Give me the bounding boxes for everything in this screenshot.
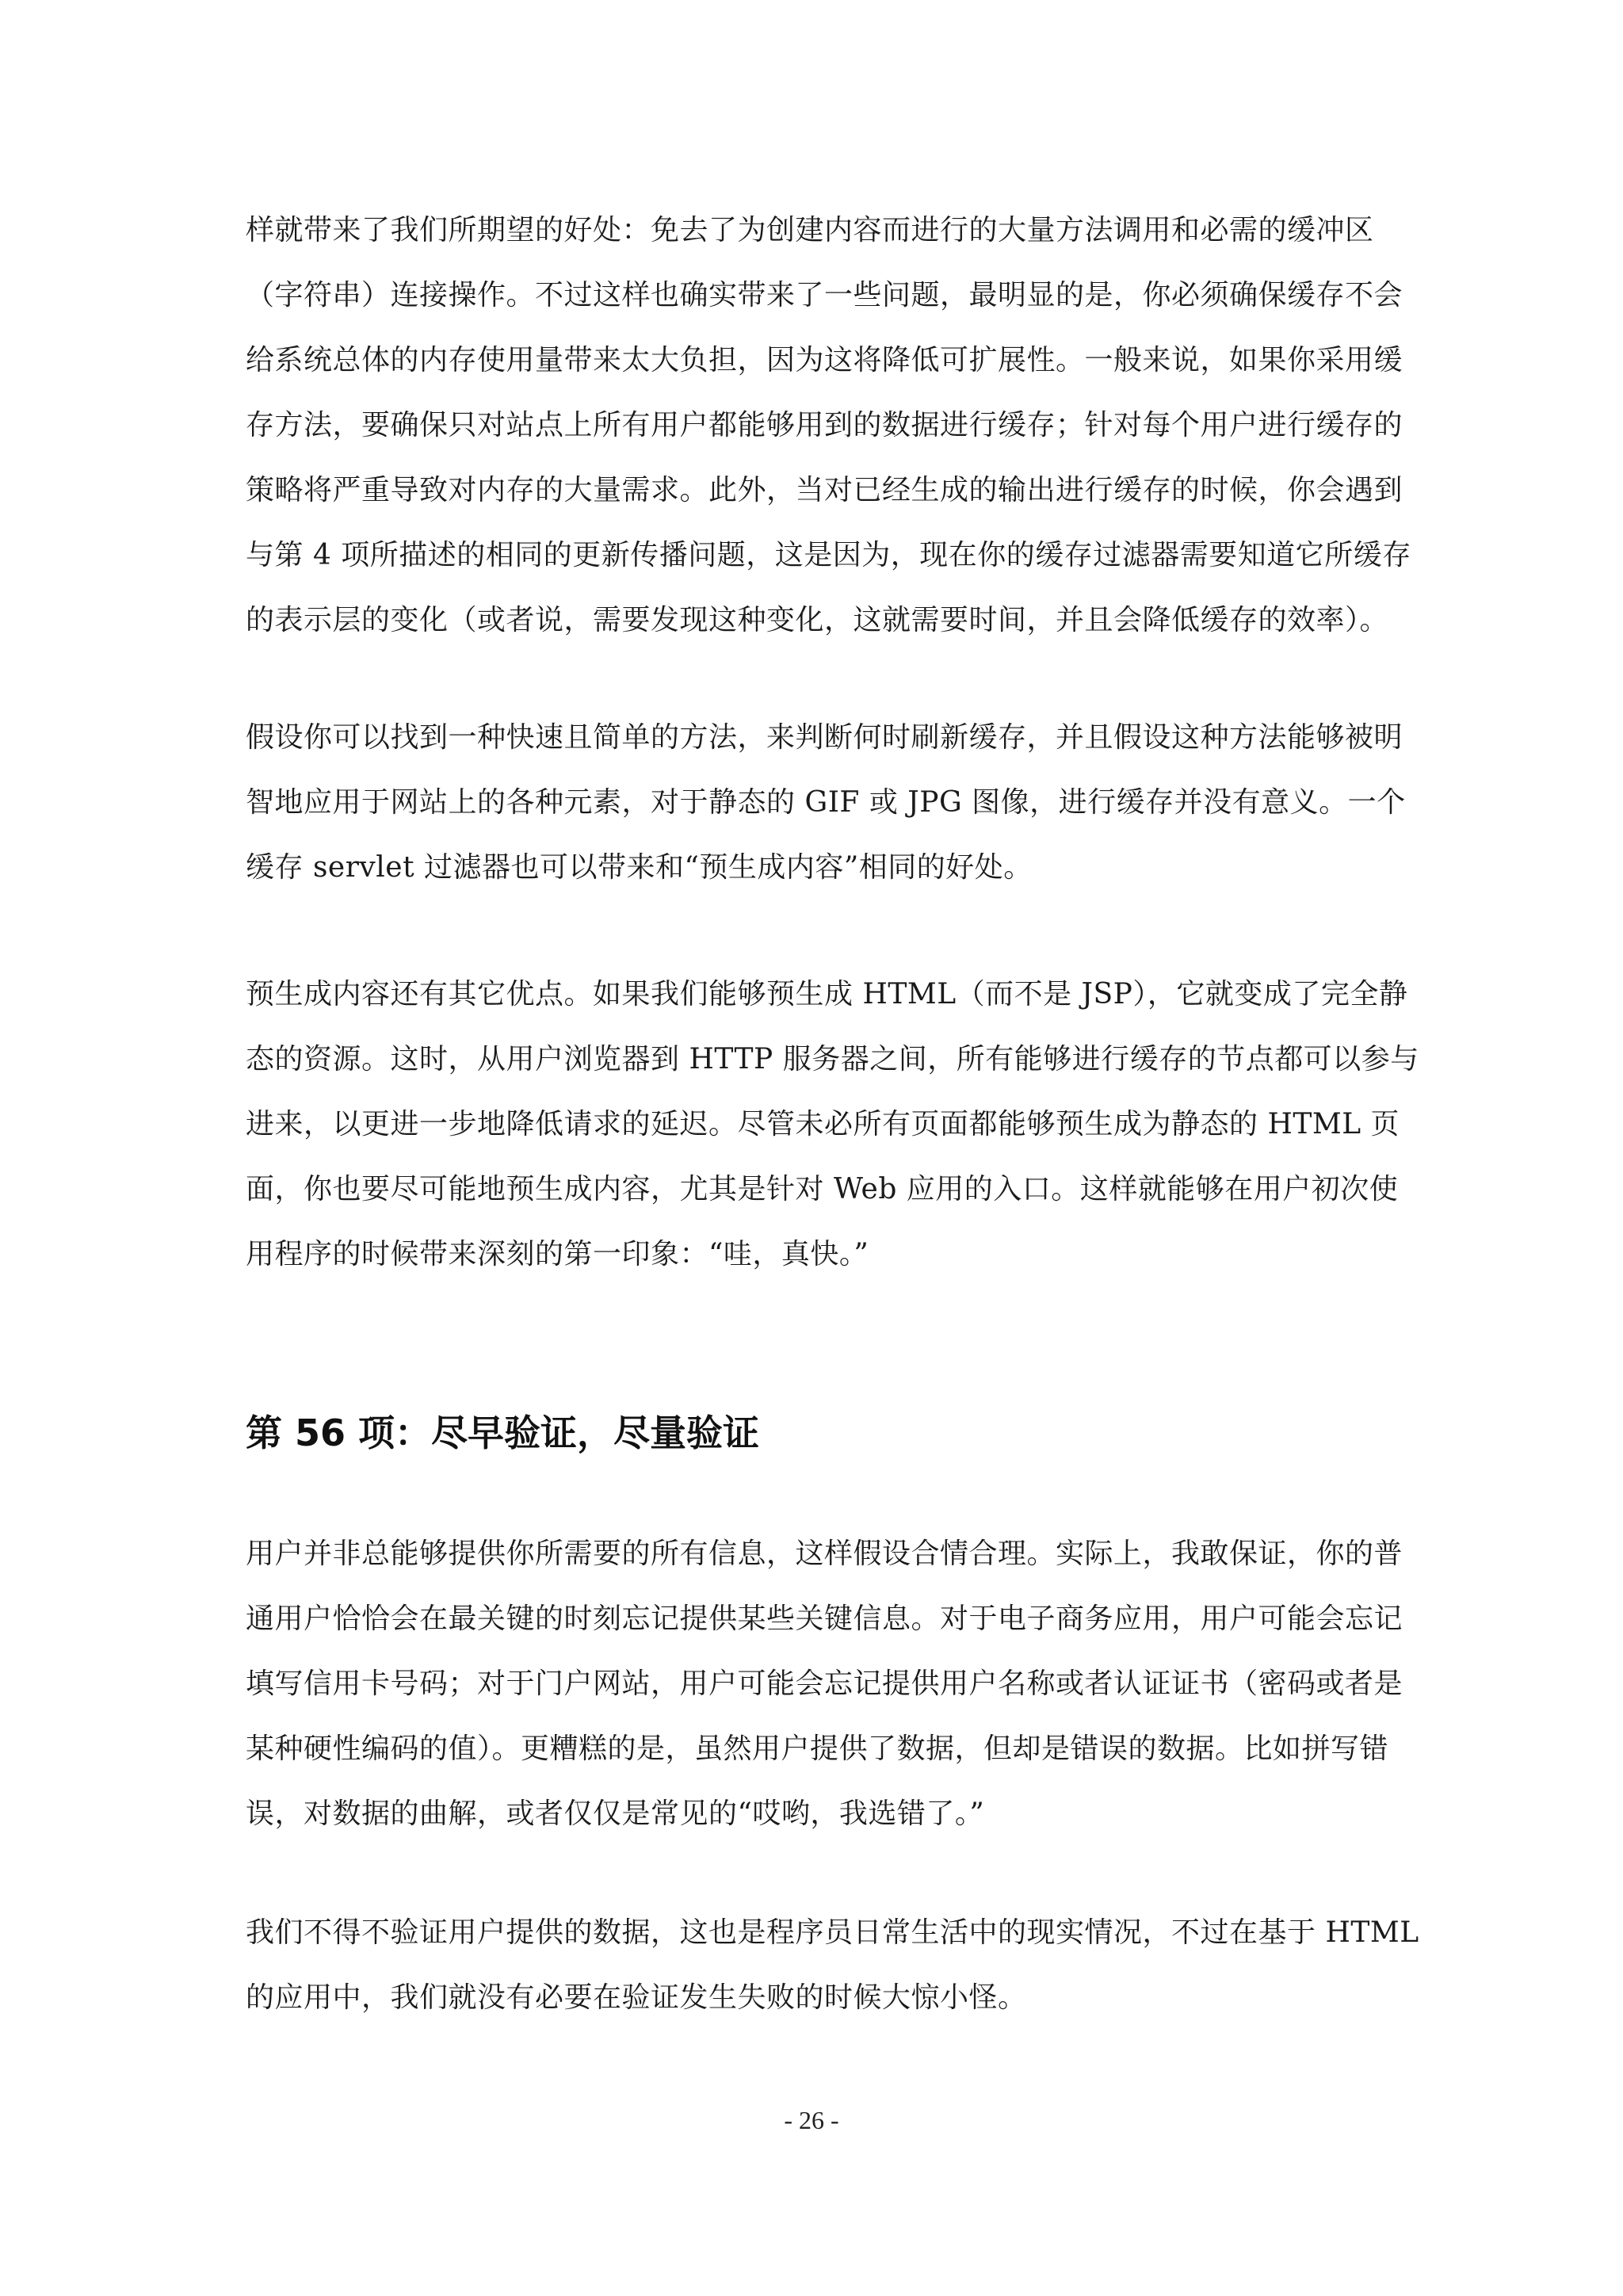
text-line: 预生成内容还有其它优点。如果我们能够预生成 HTML（而不是 JSP），它就变成了完全静 <box>246 978 1408 1010</box>
text-line: 误，对数据的曲解，或者仅仅是常见的“哎哟，我选错了。” <box>246 1797 985 1830</box>
text-line: 态的资源。这时，从用户浏览器到 HTTP 服务器之间，所有能够进行缓存的节点都可以参与 <box>246 1043 1419 1075</box>
text-line: 样就带来了我们所期望的好处：免去了为创建内容而进行的大量方法调用和必需的缓冲区 <box>246 214 1374 246</box>
text-line: 面，你也要尽可能地预生成内容，尤其是针对 Web 应用的入口。这样就能够在用户初次使 <box>246 1173 1399 1205</box>
text-line: 用户并非总能够提供你所需要的所有信息，这样假设合情合理。实际上，我敢保证，你的普 <box>246 1538 1403 1570</box>
text-line: 某种硬性编码的值）。更糟糕的是，虽然用户提供了数据，但却是错误的数据。比如拼写错 <box>246 1733 1389 1765</box>
text-line: 与第 4 项所描述的相同的更新传播问题，这是因为，现在你的缓存过滤器需要知道它所缓存 <box>246 539 1411 571</box>
text-line: 智地应用于网站上的各种元素，对于静态的 GIF 或 JPG 图像，进行缓存并没有意义。一个 <box>246 786 1406 819</box>
text-line: 进来，以更进一步地降低请求的延迟。尽管未必所有页面都能够预生成为静态的 HTML 页 <box>246 1108 1400 1140</box>
text-line: 策略将严重导致对内存的大量需求。此外，当对已经生成的输出进行缓存的时候，你会遇到 <box>246 474 1403 506</box>
text-line: 缓存 servlet 过滤器也可以带来和“预生成内容”相同的好处。 <box>246 851 1033 884</box>
text-line: 的表示层的变化（或者说，需要发现这种变化，这就需要时间，并且会降低缓存的效率）。 <box>246 604 1389 636</box>
text-line: 存方法，要确保只对站点上所有用户都能够用到的数据进行缓存；针对每个用户进行缓存的 <box>246 409 1403 441</box>
text-line: 的应用中，我们就没有必要在验证发生失败的时候大惊小怪。 <box>246 1981 1027 2014</box>
text-line: 假设你可以找到一种快速且简单的方法，来判断何时刷新缓存，并且假设这种方法能够被明 <box>246 721 1403 754</box>
paragraph-pregenerate-content <box>246 962 1419 1287</box>
page-number: - 26 - <box>784 2106 839 2134</box>
text-line: 填写信用卡号码；对于门户网站，用户可能会忘记提供用户名称或者认证证书（密码或者是 <box>246 1668 1403 1700</box>
paragraph-validation <box>246 1901 1419 2030</box>
paragraph-caching-drawbacks <box>246 198 1411 653</box>
paragraph-user-input <box>246 1522 1403 1847</box>
text-line: （字符串）连接操作。不过这样也确实带来了一些问题，最明显的是，你必须确保缓存不会 <box>246 279 1403 311</box>
text-line: 我们不得不验证用户提供的数据，这也是程序员日常生活中的现实情况，不过在基于 HTML <box>246 1916 1419 1949</box>
text-line: 用程序的时候带来深刻的第一印象：“哇，真快。” <box>246 1238 869 1270</box>
paragraph-refresh-cache <box>246 705 1406 900</box>
text-line: 通用户恰恰会在最关键的时刻忘记提供某些关键信息。对于电子商务应用，用户可能会忘记 <box>246 1603 1403 1635</box>
text-line: 给系统总体的内存使用量带来太大负担，因为这将降低可扩展性。一般来说，如果你采用缓 <box>246 344 1403 376</box>
section-heading: 第 56 项：尽早验证，尽量验证 <box>246 1412 760 1454</box>
